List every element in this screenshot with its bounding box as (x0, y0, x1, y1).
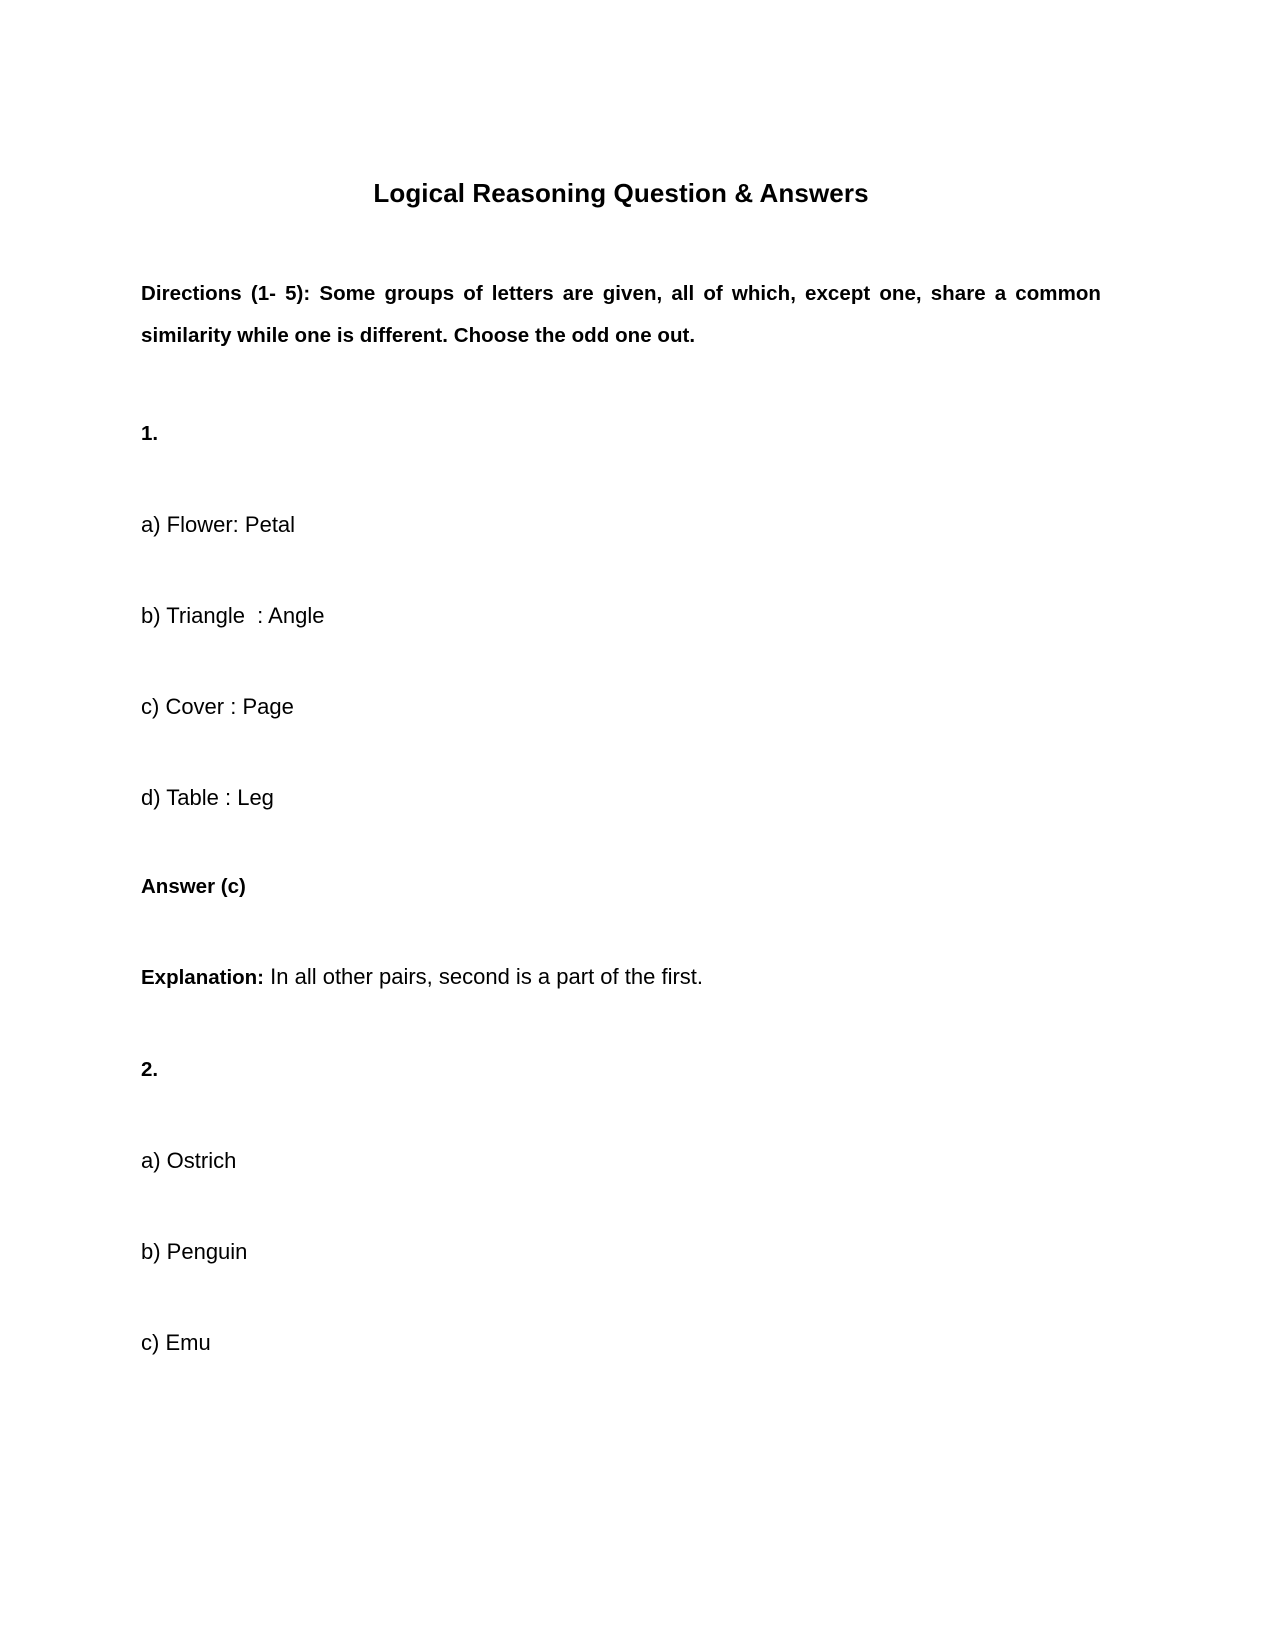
explanation-label: Explanation: (141, 966, 265, 990)
question-2-option-c: c) Emu (141, 1330, 211, 1356)
question-1-explanation (141, 902, 1101, 993)
question-1-number: 1. (141, 422, 159, 446)
question-1-answer: Answer (c) (141, 875, 246, 899)
question-1-option-d: d) Table : Leg (141, 785, 274, 811)
question-1-option-b: b) Triangle : Angle (141, 603, 325, 629)
page-title: Logical Reasoning Question & Answers (373, 178, 869, 208)
directions-paragraph: Directions (1- 5): Some groups of letters are given, all of which, except one, share a common similarity while one is different. Choose the odd one out. (141, 282, 1101, 348)
question-2-option-b: b) Penguin (141, 1239, 248, 1265)
question-1-option-a: a) Flower: Petal (141, 512, 296, 538)
document-body (141, 0, 1101, 1358)
explanation-text: In all other pairs, second is a part of the first. (264, 964, 704, 990)
question-1-option-c: c) Cover : Page (141, 694, 294, 720)
question-2-option-a: a) Ostrich (141, 1148, 237, 1174)
question-2-number: 2. (141, 1058, 159, 1082)
